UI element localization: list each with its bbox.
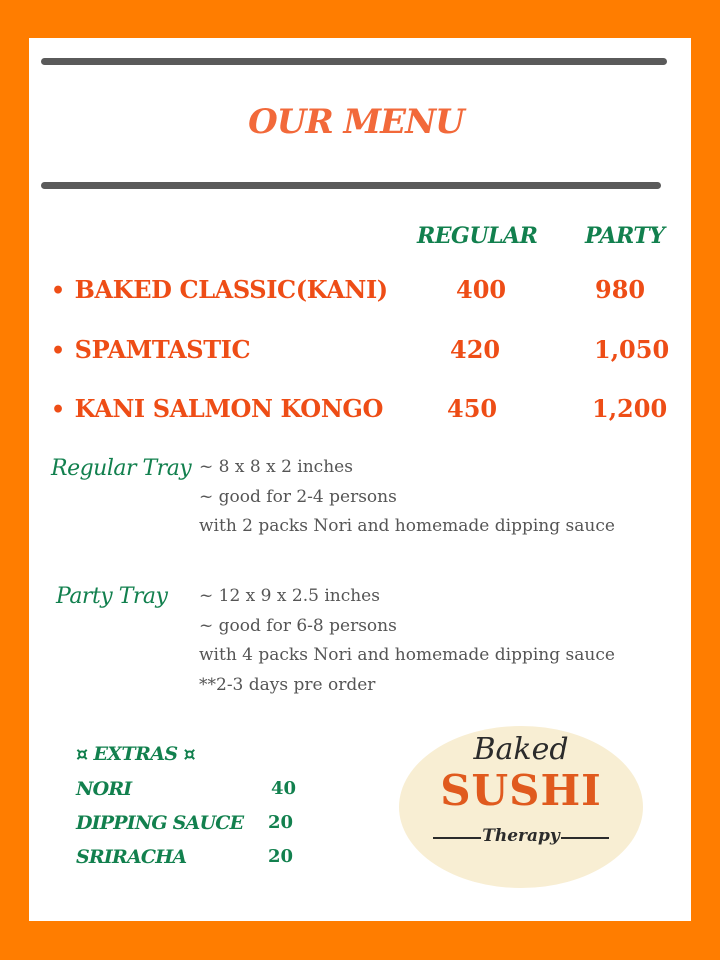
regular-tray-label: Regular Tray (51, 456, 192, 481)
menu-item-regular-price: 450 (447, 394, 498, 423)
logo-sushi-text: SUSHI (440, 766, 602, 815)
regular-tray-details (199, 453, 615, 542)
bullet-icon: • (51, 338, 65, 364)
bullet-icon: • (51, 278, 65, 304)
extra-item-name: SRIRACHA (76, 846, 187, 868)
extras-heading: ¤ EXTRAS ¤ (76, 743, 196, 765)
party-tray-line: ~ good for 6-8 persons (199, 615, 397, 636)
party-tray-line: **2-3 days pre order (199, 674, 376, 695)
extra-item-price: 40 (271, 778, 297, 799)
extra-item-price: 20 (268, 846, 294, 867)
menu-item-name: BAKED CLASSIC(KANI) (74, 275, 388, 304)
title-divider (41, 182, 661, 189)
party-tray-line: with 4 packs Nori and homemade dipping sauce (199, 645, 615, 665)
regular-tray-line: ~ good for 2-4 persons (199, 486, 397, 507)
menu-item-regular-price: 420 (450, 335, 501, 364)
extra-item (76, 846, 306, 874)
menu-item-name: SPAMTASTIC (74, 335, 251, 364)
logo-therapy-row (429, 826, 613, 850)
menu-item-party-price: 1,050 (594, 335, 670, 364)
column-header-regular: REGULAR (417, 223, 538, 249)
extra-item (76, 778, 306, 806)
menu-item-regular-price: 400 (456, 275, 507, 304)
extra-item-price: 20 (268, 812, 294, 833)
party-tray-details (199, 582, 615, 700)
top-divider (41, 58, 667, 65)
logo-baked-text: Baked (473, 732, 569, 767)
menu-item-party-price: 1,200 (592, 394, 668, 423)
regular-tray-line: with 2 packs Nori and homemade dipping sauce (199, 516, 615, 536)
extra-item-name: DIPPING SAUCE (76, 812, 244, 834)
party-tray-line: ~ 12 x 9 x 2.5 inches (199, 586, 380, 606)
menu-item-party-price: 980 (595, 275, 646, 304)
extra-item (76, 812, 306, 840)
menu-item (51, 394, 383, 423)
bullet-icon: • (51, 397, 65, 423)
extra-item-name: NORI (76, 778, 132, 800)
menu-title: OUR MENU (248, 102, 464, 142)
column-header-party: PARTY (585, 223, 665, 249)
menu-item (51, 335, 250, 364)
regular-tray-line: ~ 8 x 8 x 2 inches (199, 457, 353, 477)
menu-item-name: KANI SALMON KONGO (74, 394, 383, 423)
menu-card (29, 38, 691, 921)
logo-right-line (561, 837, 609, 839)
menu-item (51, 275, 388, 304)
logo-therapy-text: Therapy (482, 826, 560, 846)
party-tray-label: Party Tray (56, 584, 168, 609)
baked-sushi-therapy-logo (399, 726, 643, 888)
